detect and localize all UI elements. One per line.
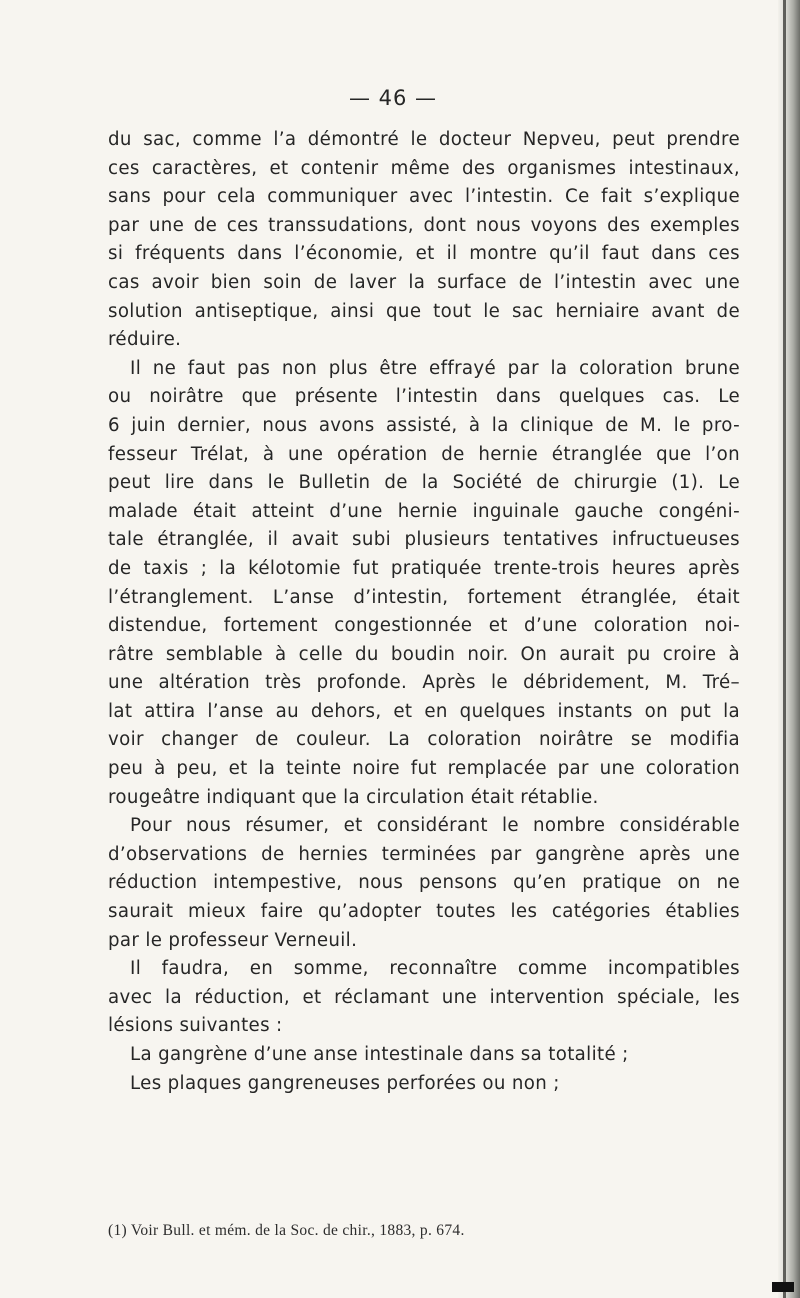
text-line: si fréquents dans l’économie, et il montre qu’il faut dans ces (108, 243, 740, 265)
text-line: peut lire dans le Bulletin de la Société de chirurgie (1). Le (108, 472, 740, 494)
page-number: — 46 — (348, 86, 438, 110)
text-line: par une de ces transsudations, dont nous voyons des exemples (108, 214, 740, 236)
text-line: solution antiseptique, ainsi que tout le sac herniaire avant de (108, 300, 740, 322)
text-line: Il ne faut pas non plus être effrayé par la coloration brune (130, 357, 740, 379)
text-line: Pour nous résumer, et considérant le nombre considérable (130, 815, 740, 837)
text-line: l’étranglement. L’anse d’intestin, fortement étranglée, était (108, 586, 740, 608)
text-line: du sac, comme l’a démontré le docteur Nepveu, peut prendre (108, 129, 740, 150)
text-line: peu à peu, et la teinte noire fut remplacée par une coloration (108, 758, 740, 780)
text-line: La gangrène d’une anse intestinale dans sa totalité ; (130, 1044, 629, 1065)
text-line: lat attira l’anse au dehors, et en quelques instants on put la (108, 700, 740, 722)
page-edge-shadow (778, 0, 800, 1298)
body-text (108, 126, 740, 1098)
text-line: râtre semblable à celle du boudin noir. On aurait pu croire à (108, 643, 740, 665)
text-line: cas avoir bien soin de laver la surface de l’intestin avec une (108, 271, 740, 293)
text-line: ou noirâtre que présente l’intestin dans quelques cas. Le (108, 386, 740, 408)
text-line: réduction intempestive, nous pensons qu’en pratique on ne (108, 872, 740, 894)
text-line: avec la réduction, et réclamant une intervention spéciale, les (108, 986, 740, 1008)
text-line: fesseur Trélat, à une opération de hernie étranglée que l’on (108, 443, 740, 465)
text-line: ces caractères, et contenir même des organismes intestinaux, (108, 157, 740, 179)
page-edge-mark (772, 1282, 794, 1292)
text-line: Les plaques gangreneuses perforées ou non ; (130, 1072, 560, 1094)
text-line: distendue, fortement congestionnée et d’une coloration noi- (108, 615, 740, 637)
text-line: sans pour cela communiquer avec l’intestin. Ce fait s’explique (108, 186, 740, 208)
text-line: de taxis ; la kélotomie fut pratiquée trente-trois heures après (108, 557, 740, 579)
text-line: tale étranglée, il avait subi plusieurs tentatives infructueuses (108, 529, 740, 551)
text-line: saurait mieux faire qu’adopter toutes les catégories établies (108, 901, 740, 923)
text-line: 6 juin dernier, nous avons assisté, à la clinique de M. le pro- (108, 414, 740, 436)
text-line: une altération très profonde. Après le débridement, M. Tré– (108, 672, 740, 694)
text-line: lésions suivantes : (108, 1015, 283, 1037)
footnote: (1) Voir Bull. et mém. de la Soc. de chir., 1883, p. 674. (108, 1222, 465, 1239)
text-line: réduire. (108, 329, 182, 351)
text-line: voir changer de couleur. La coloration noirâtre se modifia (108, 729, 740, 751)
text-line: d’observations de hernies terminées par gangrène après une (108, 843, 740, 865)
text-line: par le professeur Verneuil. (108, 929, 358, 951)
text-line: Il faudra, en somme, reconnaître comme incompatibles (130, 958, 740, 980)
text-line: rougeâtre indiquant que la circulation était rétablie. (108, 786, 599, 808)
text-line: malade était atteint d’une hernie inguinale gauche congéni- (108, 500, 740, 522)
page-edge-line (783, 0, 786, 1298)
